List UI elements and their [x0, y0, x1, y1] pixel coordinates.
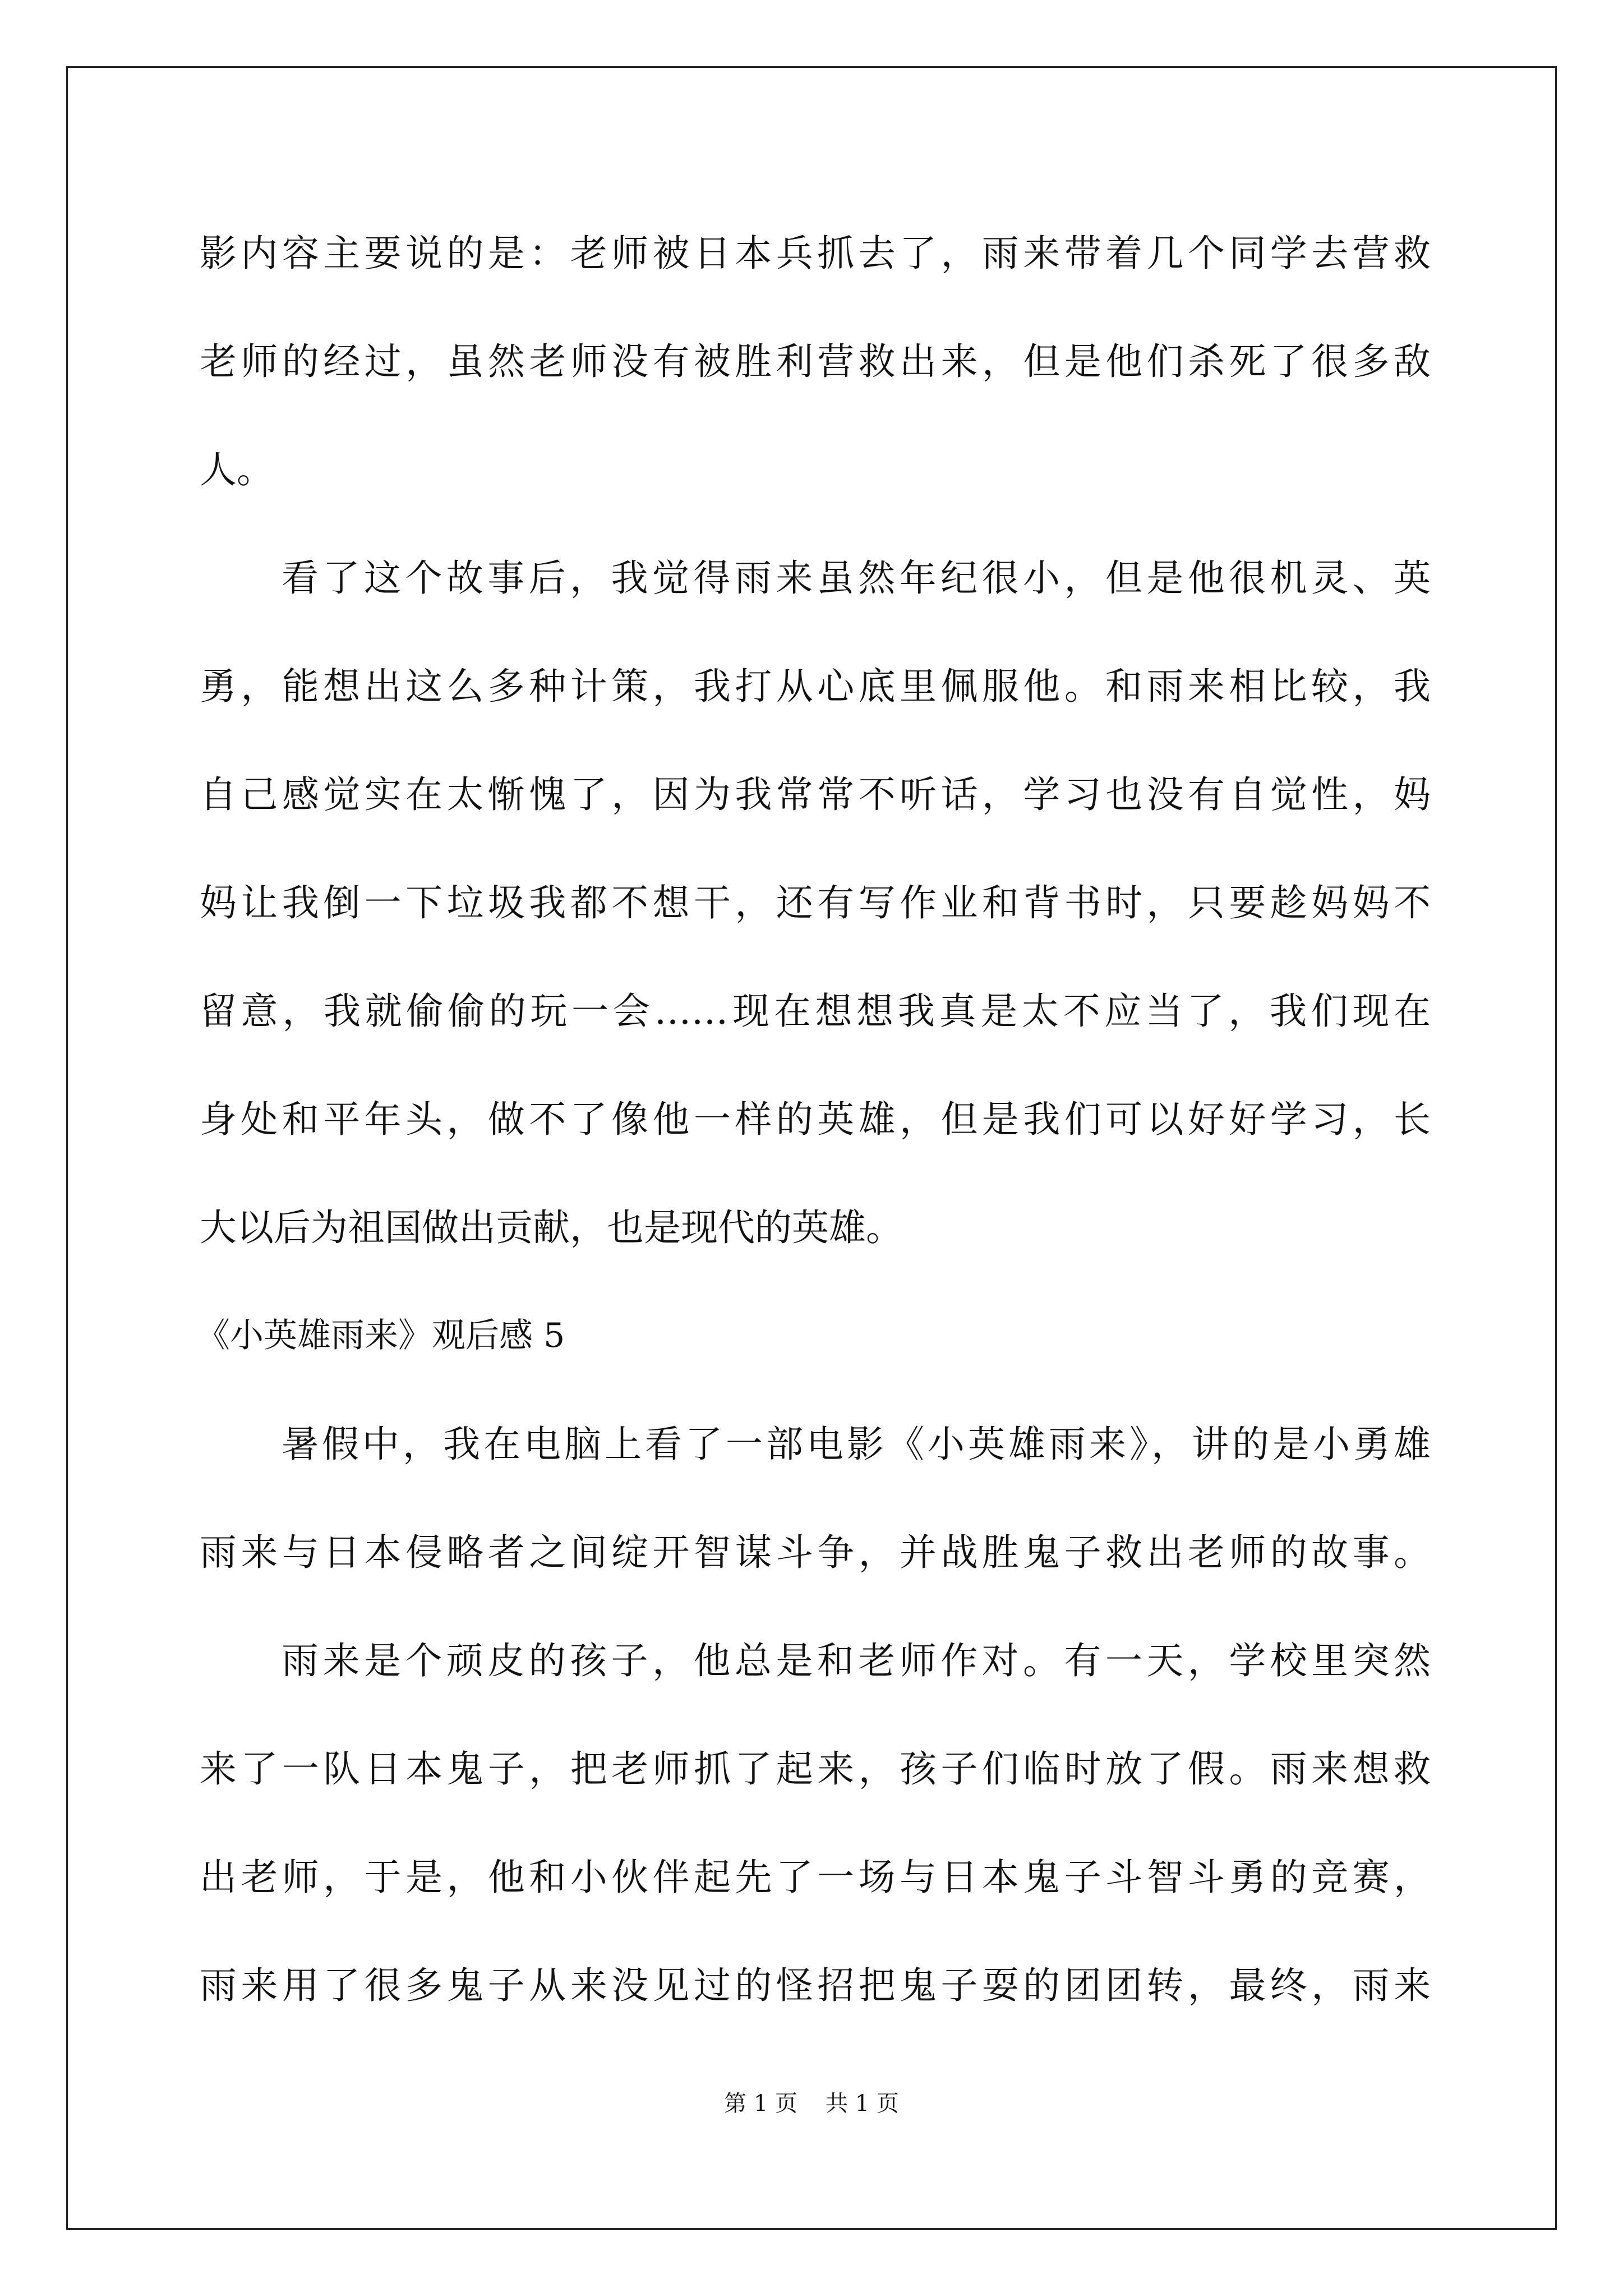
section-heading: 《小英雄雨来》观后感 5	[196, 1316, 565, 1355]
paragraph-line: 妈让我倒一下垃圾我都不想干，还有写作业和背书时，只要趁妈妈不	[200, 881, 1431, 924]
paragraph-line: 人。	[200, 448, 274, 491]
paragraph-line: 自己感觉实在太惭愧了，因为我常常不听话，学习也没有自觉性，妈	[200, 773, 1431, 816]
page-total: 共 1 页	[826, 2091, 899, 2116]
paragraph-line: 出老师，于是，他和小伙伴起先了一场与日本鬼子斗智斗勇的竞赛，	[200, 1856, 1431, 1899]
paragraph-line: 勇，能想出这么多种计策，我打从心底里佩服他。和雨来相比较，我	[200, 665, 1431, 708]
paragraph-line: 雨来与日本侵略者之间绽开智谋斗争，并战胜鬼子救出老师的故事。	[200, 1531, 1431, 1574]
paragraph-line: 影内容主要说的是：老师被日本兵抓去了，雨来带着几个同学去营救	[200, 232, 1431, 275]
document-body	[196, 199, 1431, 2040]
paragraph-line: 老师的经过，虽然老师没有被胜利营救出来，但是他们杀死了很多敌	[200, 340, 1431, 383]
page-footer	[0, 2087, 1623, 2120]
paragraph-line: 暑假中，我在电脑上看了一部电影《小英雄雨来》，讲的是小勇雄	[282, 1423, 1431, 1466]
paragraph-line: 雨来是个顽皮的孩子，他总是和老师作对。有一天，学校里突然	[282, 1639, 1431, 1682]
paragraph-line: 雨来用了很多鬼子从来没见过的怪招把鬼子耍的团团转，最终，雨来	[200, 1964, 1431, 2007]
paragraph-line: 留意，我就偷偷的玩一会……现在想想我真是太不应当了，我们现在	[200, 990, 1431, 1033]
page-number: 第 1 页	[724, 2091, 797, 2116]
paragraph-line: 大以后为祖国做出贡献，也是现代的英雄。	[200, 1206, 903, 1249]
paragraph-line: 身处和平年头，做不了像他一样的英雄，但是我们可以好好学习，长	[200, 1098, 1431, 1141]
paragraph-line: 来了一队日本鬼子，把老师抓了起来，孩子们临时放了假。雨来想救	[200, 1747, 1431, 1791]
paragraph-line: 看了这个故事后，我觉得雨来虽然年纪很小，但是他很机灵、英	[282, 556, 1431, 600]
